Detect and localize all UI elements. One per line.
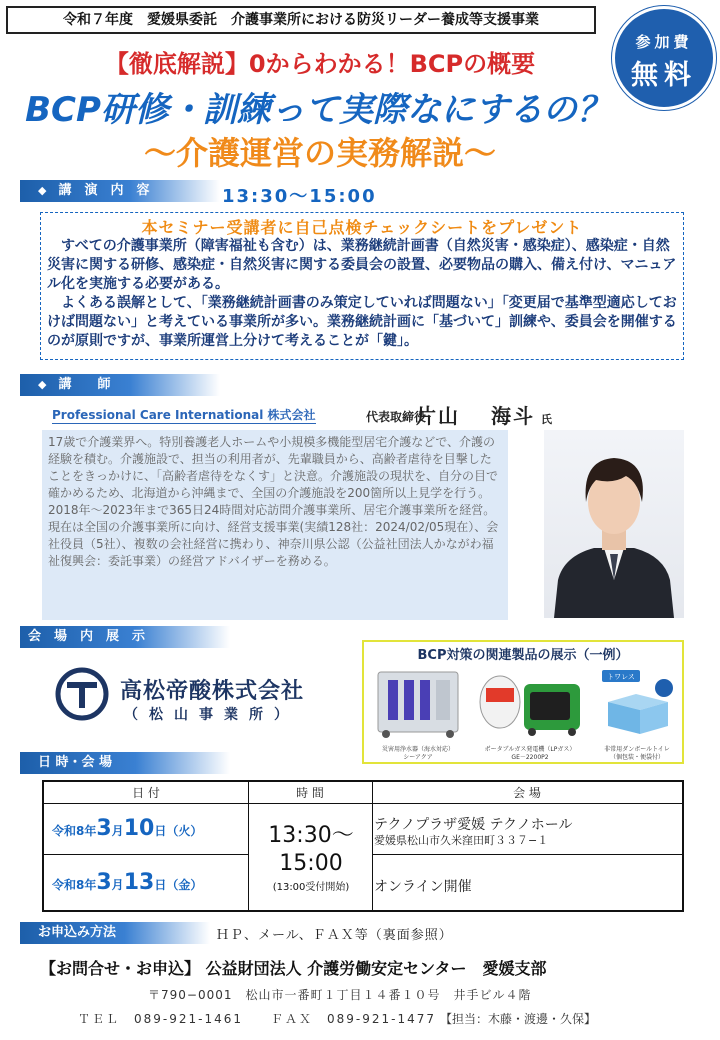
speaker-role: 代表取締役 <box>366 410 427 424</box>
speaker-photo <box>544 430 684 618</box>
section-datetime: 日 時・会 場 <box>20 752 230 774</box>
diamond-icon: ◆ <box>38 378 47 391</box>
company-logo-icon <box>54 666 110 722</box>
time-start: 13:30～ <box>268 823 354 848</box>
section-exhibit: 会 場 内 展 示 <box>20 626 230 648</box>
company-branch: （松山事業所） <box>124 707 299 723</box>
section-speaker: ◆ 講 師 <box>20 374 220 396</box>
venue-name-1: テクノプラザ愛媛 テクノホール <box>374 817 573 833</box>
present-notice: 本セミナー受講者に自己点検チェックシートをプレゼント <box>141 218 583 237</box>
contact-fax: ＦＡＸ 089-921-1477 <box>271 1012 437 1026</box>
products-title: BCP対策の関連製品の展示（一例） <box>417 648 629 663</box>
time-end: 15:00 <box>279 851 343 876</box>
badge-fee-label: 参加費 <box>635 33 693 51</box>
title-line-2: BCP研修・訓練って実際なにするの？ <box>25 90 611 130</box>
company-logo-block <box>54 664 354 734</box>
project-header: 令和７年度 愛媛県委託 介護事業所における防災リーダー養成等支援事業 <box>6 6 596 34</box>
venue-address-1: 愛媛県松山市久米窪田町３３７−１ <box>374 834 549 847</box>
section-lecture: ◆ 講 演 内 容 <box>20 180 220 202</box>
schedule-table <box>42 780 684 912</box>
product-water-purifier: 災害用浄水器（海水対応） シーアクア <box>368 666 468 762</box>
speaker-name: 片山 海斗 氏 <box>416 404 552 428</box>
contact-tel: ＴＥＬ 089-921-1461 <box>78 1012 244 1026</box>
table-header-venue: 会 場 <box>372 782 682 804</box>
company-name: 高松帝酸株式会社 <box>120 679 305 704</box>
contact-org: 公益財団法人 介護労働安定センター 愛媛支部 <box>205 959 547 978</box>
title-line-3: ～介護運営の実務解説～ <box>143 134 496 172</box>
lecture-paragraph: よくある誤解として、「業務継続計画書のみ策定していれば問題ない」「変更届で基準型適応しておけば問題ない」と考えている事業所が多い。業務継続計画に「基づいて」訓練や、委員会を開催するのが原則ですが、事業所運営上分けて考えることが「鍵」。 <box>47 295 677 349</box>
products-panel <box>362 640 684 764</box>
diamond-icon: ◆ <box>38 184 47 197</box>
table-header-date: 日 付 <box>44 782 248 804</box>
product-gas-generator: ポータブルガス発電機（LPガス） GE－2200P2 <box>474 666 586 762</box>
product-cardboard-toilet: トワレス 非常用ダンボールトイレ （個包装・便袋付） <box>592 666 682 762</box>
time-cell <box>250 822 372 893</box>
free-badge <box>612 6 716 110</box>
contact-line: 【お問合せ・お申込】 公益財団法人 介護労働安定センター 愛媛支部 <box>40 959 547 978</box>
contact-address: 〒790−0001 松山市一番町１丁目１４番１０号 井手ビル４階 <box>148 988 532 1002</box>
speaker-bio: 17歳で介護業界へ。特別養護老人ホームや小規模多機能型居宅介護などで、介護の経験を積む。介護施設で、担当の利用者が、先輩職員から、高齢者虐待を目撃したことをきっかけに、「高齢者虐待をなくす」と決意。介護施設の現状を、自分の目で確かめるため、北海道から沖縄まで、全国の介護施設を200箇所以上見学を行う。2018年～2023年まで365日24時間対応訪問介護事業所、居宅介護事業所を経営。現在は全国の介護事業所に向け、経営支援事業(実績128社：2024/02/05現在）、会社役員（5社）、複数の会社経営に携わり、神奈川県公認（公益社団法人かながわ福祉復興会：委託事業）の経営アドバイザーを務める。 <box>42 430 508 620</box>
speaker-org: Professional Care International 株式会社 <box>52 408 316 422</box>
product-label: トワレス <box>607 673 635 681</box>
lecture-body <box>47 237 681 351</box>
table-header-time: 時 間 <box>248 782 372 804</box>
venue-name-2: オンライン開催 <box>374 879 472 895</box>
apply-method: ＨＰ、メール、ＦＡＸ等（裏面参照） <box>216 928 453 943</box>
contact-phone-line <box>78 1010 596 1027</box>
section-apply: お申込み方法 <box>20 922 210 944</box>
reception-time: (13:00受付開始) <box>272 882 350 893</box>
speaker-suffix: 氏 <box>540 413 552 426</box>
lecture-paragraph: すべての介護事業所（障害福祉も含む）は、業務継続計画書（自然災害・感染症）、感染症・自然災害に関する研修、感染症・自然災害に関する委員会の設置、必要物品の購入、備え付け、マニュアル化を実施する必要がある。 <box>47 238 677 292</box>
contact-staff: 【担当：木藤・渡邊・久保】 <box>440 1012 597 1026</box>
lecture-box <box>40 212 684 360</box>
title-line-1: 【徹底解説】0からわかる！BCPの概要 <box>104 50 536 78</box>
date-row-2: 令和8年3月13日（金） <box>52 870 203 895</box>
lecture-time: 13:30～15:00 <box>222 186 377 207</box>
date-row-1: 令和8年3月10日（火） <box>52 816 203 841</box>
badge-free-label: 無料 <box>631 60 697 91</box>
